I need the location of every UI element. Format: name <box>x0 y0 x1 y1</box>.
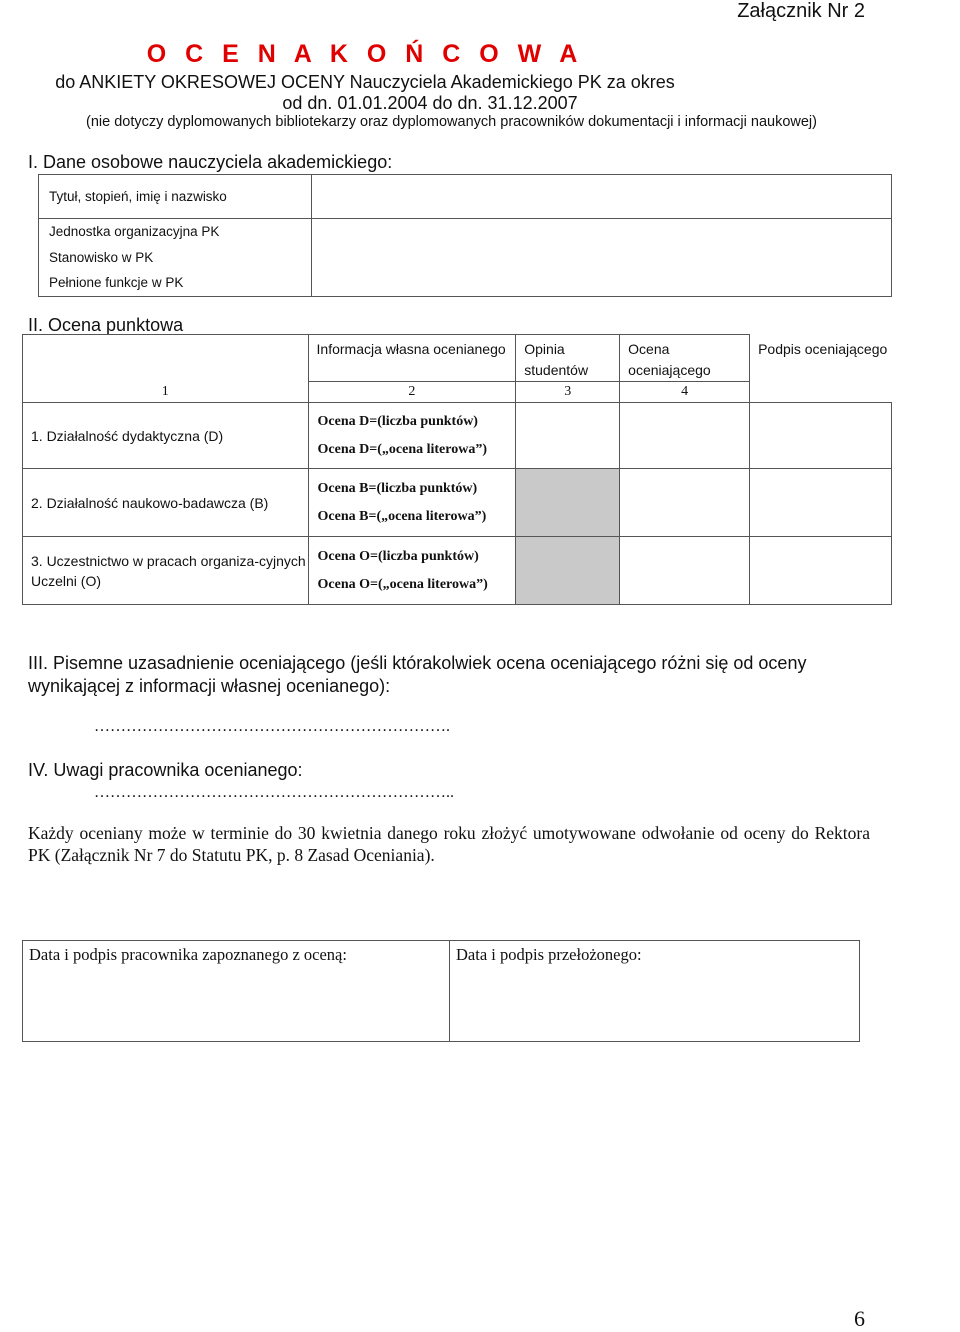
subtitle-line-1: do ANKIETY OKRESOWEJ OCENY Nauczyciela Akademickiego PK za okres <box>55 72 675 92</box>
evaluator-rating-cell[interactable] <box>620 469 750 537</box>
evaluator-signature-cell[interactable] <box>750 403 892 469</box>
signature-table <box>22 940 860 1042</box>
rating-cell-teaching[interactable] <box>308 403 516 469</box>
personal-data-label: Stanowisko w PK <box>39 245 312 270</box>
document-title: O C E N A K O Ń C O W A <box>146 40 584 68</box>
supervisor-signature-field[interactable]: Data i podpis przełożonego: <box>450 941 860 1042</box>
subtitle-exclusion-note: (nie dotyczy dyplomowanych bibliotekarzy oraz dyplomowanych pracowników dokumentacji i informacji naukowej) <box>86 114 817 130</box>
personal-data-label: Tytuł, stopień, imię i nazwisko <box>39 175 312 219</box>
activity-teaching: 1. Działalność dydaktyczna (D) <box>23 403 309 469</box>
letter-rating-label: Ocena O=(„ocena literowa”) <box>317 576 488 592</box>
section-1-heading: I. Dane osobowe nauczyciela akademickiego: <box>28 152 393 172</box>
points-table <box>22 334 892 605</box>
section-4-heading: IV. Uwagi pracownika ocenianego: <box>28 760 303 780</box>
personal-data-value-field[interactable] <box>312 175 892 219</box>
justification-field[interactable]: …………………………………………………………. <box>94 718 450 735</box>
column-header-self-info: Informacja własna ocenianego <box>308 335 516 382</box>
blank-cell <box>750 382 892 403</box>
attachment-label: Załącznik Nr 2 <box>737 0 865 22</box>
column-number: 1 <box>23 382 309 403</box>
column-number: 3 <box>516 382 620 403</box>
employee-signature-field[interactable]: Data i podpis pracownika zapoznanego z oceną: <box>23 941 450 1042</box>
rating-cell-research[interactable] <box>308 469 516 537</box>
section-2-heading: II. Ocena punktowa <box>28 315 184 335</box>
student-opinion-shaded-cell <box>516 469 620 537</box>
letter-rating-label: Ocena B=(„ocena literowa”) <box>317 508 487 524</box>
column-header-evaluator-rating: Ocena oceniającego <box>620 335 750 382</box>
points-rating-label: Ocena O=(liczba punktów) <box>317 548 479 564</box>
section-3-heading-line-2: wynikającej z informacji własnej ocenianego): <box>28 676 391 696</box>
activity-research: 2. Działalność naukowo-badawcza (B) <box>23 469 309 537</box>
points-rating-label: Ocena B=(liczba punktów) <box>317 480 478 496</box>
header-empty-cell <box>23 335 309 382</box>
evaluator-rating-cell[interactable] <box>620 403 750 469</box>
personal-data-label: Jednostka organizacyjna PK <box>39 219 312 245</box>
personal-data-label: Pełnione funkcje w PK <box>39 270 312 297</box>
personal-data-value-field[interactable] <box>312 219 892 297</box>
column-header-evaluator-signature: Podpis oceniającego <box>758 340 888 357</box>
rating-cell-organizational[interactable] <box>308 537 516 605</box>
section-3-heading-line-1: III. Pisemne uzasadnienie oceniającego (jeśli którakolwiek ocena oceniającego różni się od oceny <box>28 653 807 673</box>
employee-remarks-field[interactable]: ………………………………………………………….. <box>94 784 454 801</box>
page-number: 6 <box>854 1306 865 1331</box>
evaluator-signature-cell[interactable] <box>750 537 892 605</box>
points-rating-label: Ocena D=(liczba punktów) <box>317 413 478 429</box>
appeal-note: Każdy oceniany może w terminie do 30 kwietnia danego roku złożyć umotywowane odwołanie od oceny do Rektora PK (Załącznik Nr 7 do Statutu PK, p. 8 Zasad Oceniania). <box>28 823 870 865</box>
letter-rating-label: Ocena D=(„ocena literowa”) <box>317 441 488 457</box>
personal-data-table <box>38 174 892 297</box>
evaluator-signature-cell[interactable] <box>750 469 892 537</box>
evaluator-rating-cell[interactable] <box>620 537 750 605</box>
student-opinion-shaded-cell <box>516 537 620 605</box>
column-header-student-opinion: Opinia studentów <box>516 335 620 382</box>
activity-organizational: 3. Uczestnictwo w pracach organiza-cyjnych Uczelni (O) <box>23 537 309 605</box>
column-number: 2 <box>308 382 516 403</box>
column-number: 4 <box>620 382 750 403</box>
subtitle-period: od dn. 01.01.2004 do dn. 31.12.2007 <box>282 93 578 113</box>
student-opinion-cell[interactable] <box>516 403 620 469</box>
